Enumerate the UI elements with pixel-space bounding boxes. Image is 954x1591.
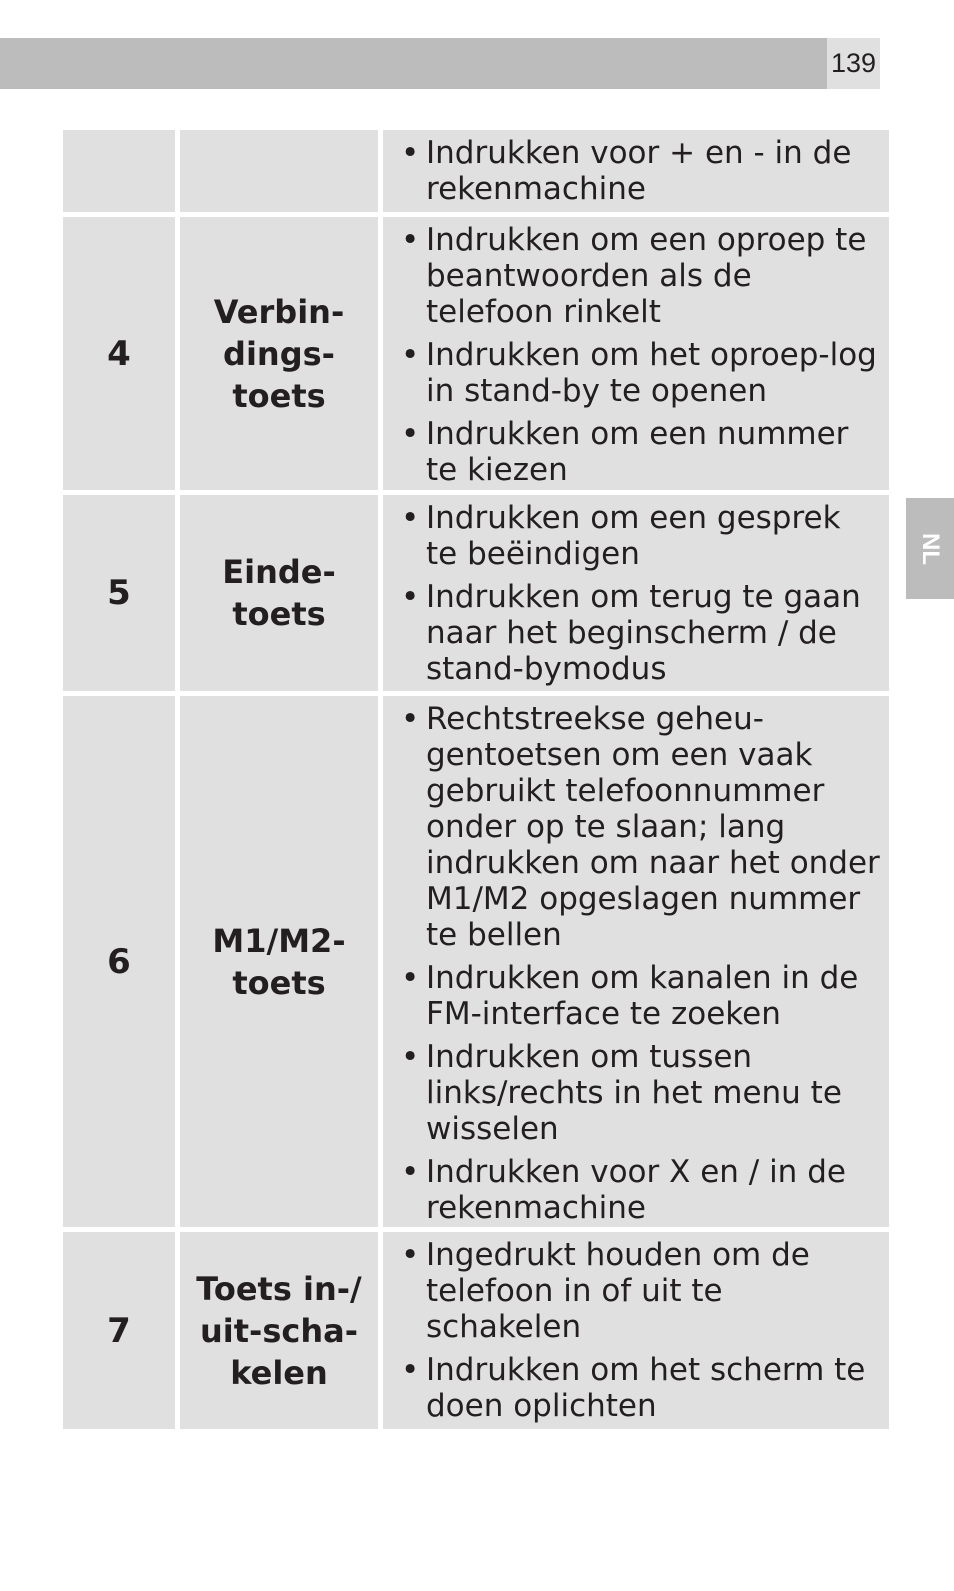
list-item: • Indrukken voor + en - in de rekenmachine	[383, 135, 881, 207]
key-description	[383, 217, 889, 490]
language-tab-label: NL	[917, 532, 944, 565]
key-number: 5	[63, 495, 175, 691]
language-tab	[906, 498, 954, 599]
key-number: 4	[63, 217, 175, 490]
list-item: • Indrukken om kanalen in de FM-interface te zoeken	[383, 960, 881, 1032]
table-row	[63, 696, 889, 1227]
list-item: • Indrukken voor X en / in de rekenmachine	[383, 1154, 881, 1226]
key-name: Toets in-/ uit-scha- kelen	[180, 1232, 378, 1429]
key-name: Einde- toets	[180, 495, 378, 691]
list-item: • Indrukken om een oproep te beantwoorden als de telefoon rinkelt	[383, 222, 881, 330]
table-row	[63, 1232, 889, 1429]
list-item: • Indrukken om het scherm te doen oplichten	[383, 1352, 881, 1424]
list-item: • Ingedrukt houden om de telefoon in of uit te schakelen	[383, 1237, 881, 1345]
key-description	[383, 130, 889, 212]
key-name: Verbin- dings- toets	[180, 217, 378, 490]
key-description	[383, 495, 889, 691]
key-description	[383, 1232, 889, 1429]
key-number: 7	[63, 1232, 175, 1429]
list-item: • Indrukken om het oproep-log in stand-by te openen	[383, 337, 881, 409]
list-item: • Indrukken om tussen links/rechts in het menu te wisselen	[383, 1039, 881, 1147]
key-number	[63, 130, 175, 212]
list-item: • Indrukken om terug te gaan naar het beginscherm / de stand-bymodus	[383, 579, 881, 687]
table-row	[63, 130, 889, 212]
header-bar	[0, 38, 827, 89]
key-name: M1/M2- toets	[180, 696, 378, 1227]
key-number: 6	[63, 696, 175, 1227]
table-row	[63, 217, 889, 490]
key-description	[383, 696, 889, 1227]
list-item: • Rechtstreekse geheu-gentoetsen om een vaak gebruikt telefoonnummer onder op te slaan; lang indrukken om naar het onder M1/M2 opgeslagen nummer te bellen	[383, 701, 881, 953]
table-row	[63, 495, 889, 691]
page-number: 139	[827, 38, 880, 89]
list-item: • Indrukken om een nummer te kiezen	[383, 416, 881, 488]
key-name	[180, 130, 378, 212]
key-function-table	[63, 130, 889, 1434]
list-item: • Indrukken om een gesprek te beëindigen	[383, 500, 881, 572]
